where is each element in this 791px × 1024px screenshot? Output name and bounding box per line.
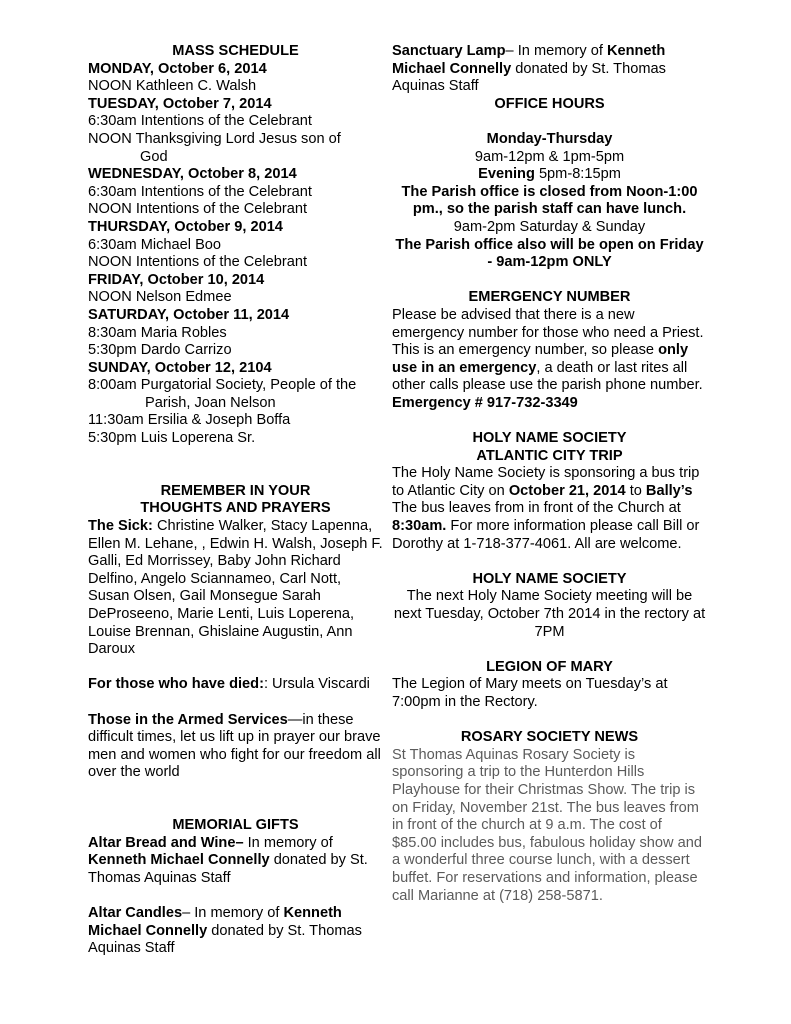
hns-trip-title: HOLY NAME SOCIETY: [472, 430, 627, 447]
bread-donor: donated by St. Thomas Aquinas Staff: [88, 852, 368, 886]
emergency-bold-1: only use in an emergency: [392, 342, 689, 376]
hns-trip-t1: The Holy Name Society is sponsoring a bus trip to Atlantic City on: [392, 465, 700, 499]
mass-item: 8:00am Purgatorial Society, People of the: [88, 377, 357, 394]
office-hours: 9am-12pm & 1pm-5pm: [474, 148, 625, 165]
candles-donor: donated by St. Thomas Aquinas Staff: [88, 922, 362, 957]
remember-title: REMEMBER IN YOUR: [160, 482, 311, 499]
rosary-text: St Thomas Aquinas Rosary Society is sponsoring a trip to the Hunterdon Hills Playhouse for their Christmas Show. The trip is on Friday, November 21st. The bus leaves from in front of the church at 9 a.m. The cost of $85.00 includes bus, fabulous holiday show and a wonderful three course lunch, with a dessert buffet. For reservations and information, please call Marianne at (718) 258-5871.: [392, 746, 702, 904]
lamp-name: Kenneth Michael Connelly: [392, 43, 666, 77]
hns-trip-t4: For more information please call Bill or Dorothy at 1-718-377-4061. All are welcome.: [392, 518, 700, 552]
lamp-text: – In memory of: [505, 43, 607, 59]
right-column: [392, 43, 707, 905]
legion-title: LEGION OF MARY: [486, 658, 613, 675]
hns-text: The next Holy Name Society meeting will be next Tuesday, October 7th 2014 in the rectory at 7PM: [393, 588, 706, 640]
hns-trip-text: [392, 465, 707, 553]
hns-trip-subtitle: ATLANTIC CITY TRIP: [476, 447, 623, 464]
evening-hours: 5pm-8:15pm: [534, 166, 621, 183]
bread-text: In memory of: [243, 834, 333, 851]
died-names: : Ursula Viscardi: [263, 676, 370, 693]
mass-day: THURSDAY, October 9, 2014: [88, 218, 283, 235]
office-friday-note: The Parish office also will be open on Friday - 9am-12pm ONLY: [395, 236, 704, 271]
office-weekend: 9am-2pm Saturday & Sunday: [453, 218, 646, 235]
emergency-text-1: Please be advised that there is a new emergency number for those who need a Priest. This is an emergency number, so please: [392, 306, 704, 359]
mass-item: 6:30am Intentions of the Celebrant: [88, 183, 312, 200]
office-days: Monday-Thursday: [486, 130, 613, 147]
sanctuary-lamp: [392, 43, 707, 96]
mass-item: NOON Kathleen C. Walsh: [88, 78, 257, 95]
mass-item: 6:30am Michael Boo: [88, 236, 222, 253]
mass-item: God: [140, 148, 168, 165]
died-list: [88, 676, 383, 694]
candles-text: – In memory of: [182, 905, 284, 922]
office-closed-note: The Parish office is closed from Noon-1:00 pm., so the parish staff can have lunch.: [401, 183, 698, 218]
hns-trip-date: October 21, 2014: [508, 482, 626, 499]
mass-day: SATURDAY, October 11, 2014: [88, 306, 290, 323]
mass-day: SUNDAY, October 12, 2104: [88, 359, 272, 376]
mass-item: NOON Intentions of the Celebrant: [88, 254, 308, 271]
armed-text: —in these difficult times, let us lift up in prayer our brave men and women who fight for our freedom all over the world: [88, 711, 381, 781]
mass-item: NOON Intentions of the Celebrant: [88, 201, 308, 218]
altar-bread: [88, 835, 383, 888]
office-evening: [392, 166, 707, 184]
died-label: For those who have died:: [88, 676, 264, 693]
altar-candles: [88, 905, 383, 958]
emergency-text-2: , a death or last rites all other calls please use the parish phone number.: [392, 359, 703, 394]
mass-day: MONDAY, October 6, 2014: [88, 60, 267, 77]
emergency-title: EMERGENCY NUMBER: [468, 289, 631, 306]
lamp-donor: donated by St. Thomas Aquinas Staff: [392, 60, 666, 95]
mass-item: NOON Thanksgiving Lord Jesus son of: [88, 130, 341, 147]
hns-title: HOLY NAME SOCIETY: [472, 570, 627, 587]
armed-services: [88, 712, 383, 782]
memorial-title: MEMORIAL GIFTS: [172, 817, 299, 834]
hns-trip-t3: The bus leaves from in front of the Church at: [392, 500, 681, 517]
evening-label: Evening: [478, 166, 535, 183]
office-hours-title: OFFICE HOURS: [494, 95, 605, 112]
candles-label: Altar Candles: [88, 905, 183, 922]
candles-name: Kenneth Michael Connelly: [88, 905, 342, 939]
bread-label: Altar Bread and Wine–: [88, 834, 244, 851]
mass-day: WEDNESDAY, October 8, 2014: [88, 166, 297, 183]
sick-list: [88, 518, 383, 659]
sick-names: Christine Walker, Stacy Lapenna, Ellen M. Lehane, , Edwin H. Walsh, Joseph F. Galli, Ed Morrissey, Baby John Richard Delfino, Angelo Sciannameo, Carl Nott, Susan Olsen, Gail Monsegue Sarah DeProseeno, Marie Lenti, Luis Loperena, Louise Brennan, Ghislaine Augustin, Ann Daroux: [88, 518, 383, 658]
mass-item: Parish, Joan Nelson: [145, 394, 276, 411]
mass-day: FRIDAY, October 10, 2014: [88, 271, 265, 288]
emergency-number: Emergency # 917-732-3349: [392, 394, 578, 411]
mass-item: 8:30am Maria Robles: [88, 324, 227, 341]
armed-label: Those in the Armed Services: [88, 711, 288, 728]
mass-item: 5:30pm Dardo Carrizo: [88, 342, 232, 359]
mass-item: 5:30pm Luis Loperena Sr.: [88, 430, 256, 447]
hns-trip-venue: Bally’s: [645, 482, 693, 499]
left-column: [88, 43, 383, 958]
bread-name: Kenneth Michael Connelly: [88, 852, 270, 869]
legion-text: The Legion of Mary meets on Tuesday’s at 7:00pm in the Rectory.: [392, 676, 668, 710]
mass-schedule-title: MASS SCHEDULE: [172, 43, 299, 59]
mass-item: NOON Nelson Edmee: [88, 289, 232, 306]
hns-trip-t2: to: [625, 482, 646, 499]
lamp-label: Sanctuary Lamp: [392, 43, 506, 59]
mass-day: TUESDAY, October 7, 2014: [88, 95, 272, 112]
remember-subtitle: THOUGHTS AND PRAYERS: [140, 500, 331, 517]
hns-trip-time: 8:30am.: [392, 518, 447, 535]
emergency-text: [392, 307, 707, 413]
mass-item: 6:30am Intentions of the Celebrant: [88, 113, 312, 130]
rosary-title: ROSARY SOCIETY NEWS: [460, 729, 639, 746]
mass-item: 11:30am Ersilia & Joseph Boffa: [88, 412, 291, 429]
sick-label: The Sick:: [88, 518, 153, 535]
